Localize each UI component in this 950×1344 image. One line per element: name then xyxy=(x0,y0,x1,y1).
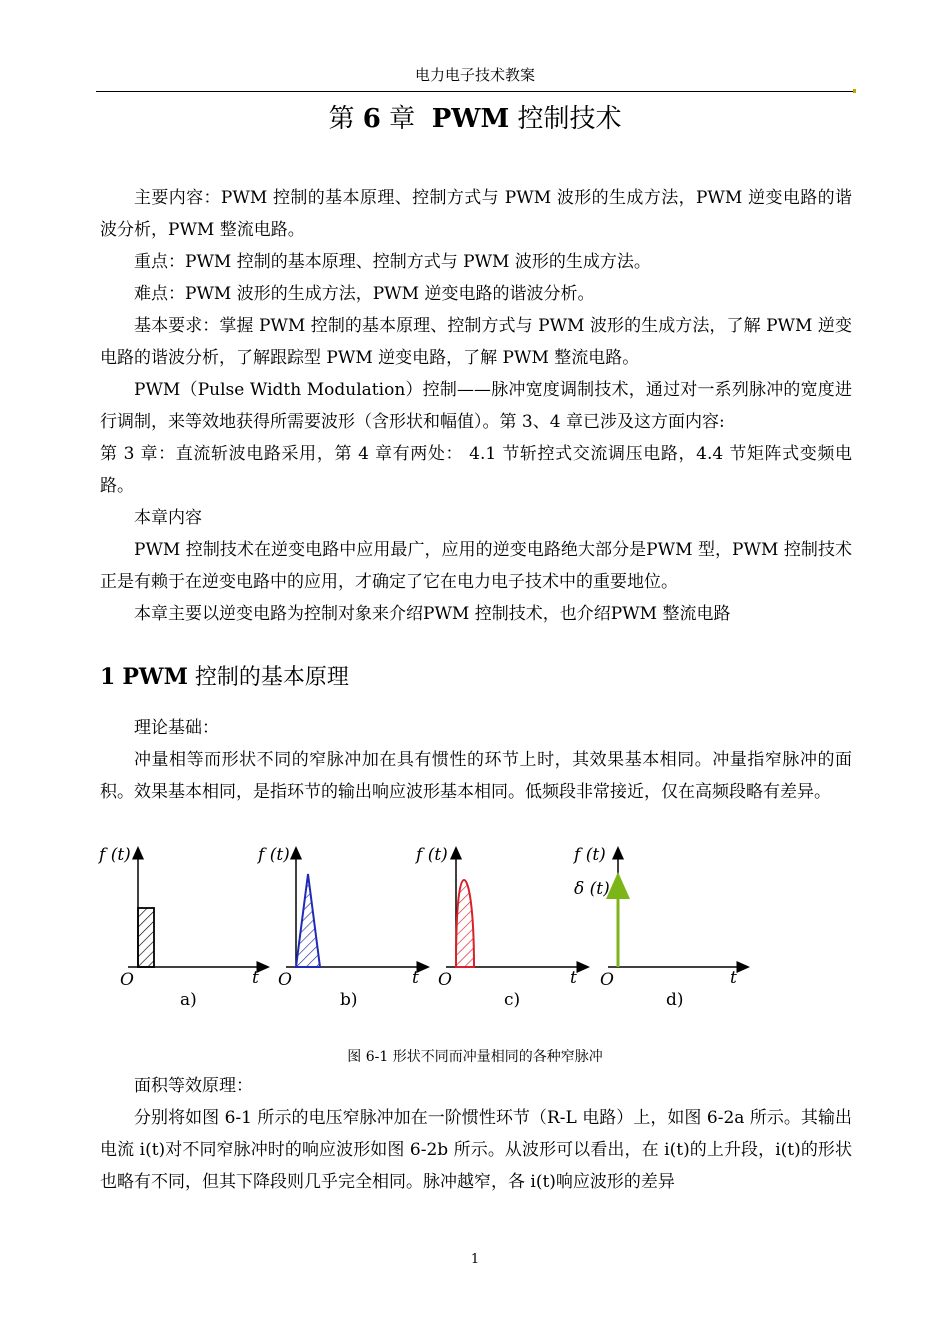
panel-c-tag: c) xyxy=(504,990,521,1010)
intro-pwm-application: PWM 控制技术在逆变电路中应用最广，应用的逆变电路绝大部分是PWM 型，PWM 控制技术正是有赖于在逆变电路中的应用，才确定了它在电力电子技术中的重要地位。 xyxy=(100,540,852,592)
panel-d xyxy=(572,845,744,1010)
panel-a-xlabel: t xyxy=(252,968,259,988)
panel-b xyxy=(256,845,424,1010)
title-prefix: 第 xyxy=(328,104,355,134)
panel-a-ylabel: f (t) xyxy=(99,845,131,865)
header-mark xyxy=(853,89,856,93)
panel-c-ylabel: f (t) xyxy=(416,845,448,865)
section-bold: PWM xyxy=(122,664,188,690)
title-suffix: 控制技术 xyxy=(517,104,622,134)
panel-b-tag: b) xyxy=(340,990,358,1010)
area-equivalence-text: 分别将如图 6-1 所示的电压窄脉冲加在一阶惯性环节（R-L 电路）上，如图 6-2a 所示。其输出电流 i(t)对不同窄脉冲时的响应波形如图 6-2b 所示。从波形可以看出，在 i(t)的上升段，i(t)的形状也略有不同，但其下降段则几乎完全相同。脉冲越窄，各 i(t)响应波形的差异 xyxy=(100,1108,852,1192)
panel-c-origin: O xyxy=(438,970,452,990)
panel-c-xlabel: t xyxy=(570,968,577,988)
panel-c xyxy=(414,845,584,1010)
panel-b-ylabel: f (t) xyxy=(258,845,290,865)
panel-b-triangle-pulse xyxy=(296,874,320,967)
panel-c-sine-pulse xyxy=(456,880,474,967)
intro-chapter-refs: 第 3 章：直流斩波电路采用，第 4 章有两处： 4.1 节斩控式交流调压电路，4.4 节矩阵式变频电路。 xyxy=(100,444,852,496)
page-number: 1 xyxy=(470,1252,480,1267)
area-equivalence-label: 面积等效原理： xyxy=(134,1076,253,1096)
panel-d-ylabel: f (t) xyxy=(574,845,606,865)
intro-chapter-content-label: 本章内容 xyxy=(134,508,202,528)
intro-pwm-definition: PWM（Pulse Width Modulation）控制——脉冲宽度调制技术，通过对一系列脉冲的宽度进行调制，来等效地获得所需要波形（含形状和幅值）。第 3、4 章已涉及这方面内容: xyxy=(100,380,852,432)
intro-main-content: 主要内容：PWM 控制的基本原理、控制方式与 PWM 波形的生成方法，PWM 逆变电路的谐波分析，PWM 整流电路。 xyxy=(100,188,852,240)
section-title: 控制的基本原理 xyxy=(194,665,349,690)
panel-d-origin: O xyxy=(600,970,614,990)
title-mid: 章 xyxy=(389,104,416,134)
theory-basis-text: 冲量相等而形状不同的窄脉冲加在具有惯性的环节上时，其效果基本相同。冲量指窄脉冲的面积。效果基本相同，是指环节的输出响应波形基本相同。低频段非常接近，仅在高频段略有差异。 xyxy=(100,750,852,802)
intro-difficulties: 难点：PWM 波形的生成方法，PWM 逆变电路的谐波分析。 xyxy=(134,284,595,304)
theory-basis-label: 理论基础： xyxy=(134,718,219,738)
panel-d-tag: d) xyxy=(666,990,684,1010)
section-body-bottom xyxy=(100,1070,852,1198)
panel-a xyxy=(97,845,264,1010)
intro-block xyxy=(100,182,852,630)
title-number: 6 xyxy=(362,104,381,134)
section-number: 1 xyxy=(100,664,116,690)
panel-d-xlabel: t xyxy=(730,968,737,988)
page-header: 电力电子技术教案 xyxy=(414,66,535,84)
figure-6-1 xyxy=(96,840,756,1020)
panel-a-tag: a) xyxy=(180,990,197,1010)
panel-b-xlabel: t xyxy=(412,968,419,988)
figure-caption: 图 6-1 形状不同而冲量相同的各种窄脉冲 xyxy=(347,1049,603,1065)
title-bold: PWM xyxy=(431,104,510,134)
chapter-title xyxy=(0,98,950,135)
intro-requirements: 基本要求：掌握 PWM 控制的基本原理、控制方式与 PWM 波形的生成方法，了解 PWM 逆变电路的谐波分析，了解跟踪型 PWM 逆变电路，了解 PWM 整流电路。 xyxy=(100,316,852,368)
panel-a-rectangle-pulse xyxy=(138,908,154,967)
section-body-top xyxy=(100,712,852,808)
panel-d-impulse-label: δ (t) xyxy=(574,879,610,899)
header-rule xyxy=(96,91,854,92)
intro-key-points: 重点：PWM 控制的基本原理、控制方式与 PWM 波形的生成方法。 xyxy=(134,252,651,272)
intro-chapter-scope: 本章主要以逆变电路为控制对象来介绍PWM 控制技术，也介绍PWM 整流电路 xyxy=(134,604,731,624)
section-heading xyxy=(100,660,349,691)
panel-b-origin: O xyxy=(278,970,292,990)
panel-a-origin: O xyxy=(120,970,134,990)
